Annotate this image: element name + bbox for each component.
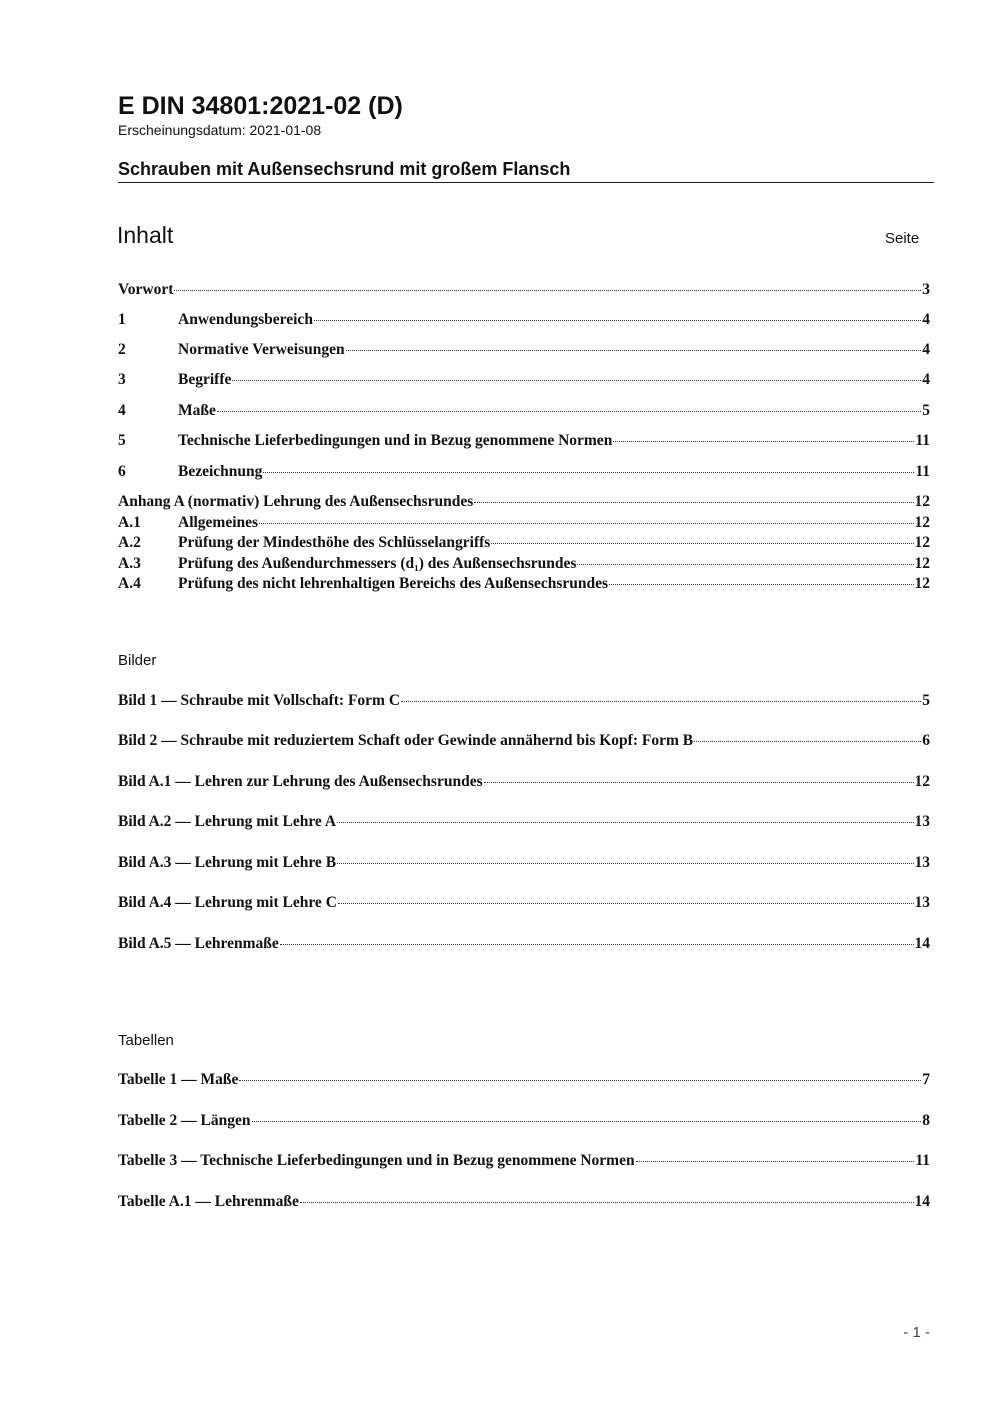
table-entry[interactable]	[118, 1193, 930, 1213]
dot-leader	[577, 564, 913, 565]
figure-entry-page: 13	[914, 813, 930, 830]
figure-entry-title: Bild A.4 — Lehrung mit Lehre C	[118, 894, 337, 911]
document-number: E DIN 34801:2021-02 (D)	[118, 92, 403, 120]
dot-leader	[636, 1161, 915, 1162]
page-number: - 1 -	[903, 1324, 930, 1341]
dot-leader	[252, 1121, 922, 1122]
title-divider	[118, 182, 934, 183]
toc-entry[interactable]	[118, 463, 930, 483]
table-entry[interactable]	[118, 1071, 930, 1091]
toc-entry[interactable]	[118, 281, 930, 301]
toc-entry-page: 12	[914, 555, 930, 572]
toc-entry-page: 11	[915, 463, 930, 480]
figure-entry-title: Bild 1 — Schraube mit Vollschaft: Form C	[118, 692, 401, 709]
figure-entry-title: Bild A.2 — Lehrung mit Lehre A	[118, 813, 337, 830]
toc-entry-title: Maße	[178, 402, 216, 419]
dot-leader	[280, 944, 914, 945]
toc-entry[interactable]	[118, 432, 930, 452]
figure-entry-title: Bild A.1 — Lehren zur Lehrung des Außensechsrundes	[118, 773, 483, 790]
toc-entry-number: 1	[118, 311, 126, 328]
publication-date: Erscheinungsdatum: 2021-01-08	[118, 122, 322, 138]
figure-entry[interactable]	[118, 894, 930, 914]
figure-entry-page: 13	[914, 894, 930, 911]
toc-heading: Inhalt	[117, 222, 174, 248]
figure-entry-title: Bild 2 — Schraube mit reduziertem Schaft oder Gewinde annähernd bis Kopf: Form B	[118, 732, 694, 749]
table-entry-title: Tabelle 3 — Technische Lieferbedingungen und in Bezug genommene Normen	[118, 1152, 635, 1169]
toc-entry[interactable]	[118, 371, 930, 391]
toc-entry-title: Begriffe	[178, 371, 232, 388]
toc-entry[interactable]	[118, 555, 930, 575]
toc-entry-number: A.1	[118, 514, 141, 531]
toc-entry-title: Prüfung des Außendurchmessers (d₁) des Außensechsrundes	[178, 555, 577, 572]
figure-entry-title: Bild A.5 — Lehrenmaße	[118, 935, 279, 952]
toc-entry-number: 5	[118, 432, 126, 449]
dot-leader	[609, 584, 913, 585]
toc-entry-number: 3	[118, 371, 126, 388]
toc-entry-title: Prüfung des nicht lehrenhaltigen Bereichs des Außensechsrundes	[178, 575, 609, 592]
dot-leader	[174, 290, 921, 291]
figure-entry-page: 12	[914, 773, 930, 790]
dot-leader	[694, 741, 921, 742]
dot-leader	[232, 380, 921, 381]
toc-entry[interactable]	[118, 493, 930, 513]
dot-leader	[337, 822, 913, 823]
dot-leader	[337, 863, 913, 864]
dot-leader	[259, 523, 913, 524]
dot-leader	[314, 320, 921, 321]
toc-entry-page: 4	[922, 311, 930, 328]
document-title: Schrauben mit Außensechsrund mit großem Flansch	[118, 159, 571, 179]
toc-entry[interactable]	[118, 341, 930, 361]
toc-entry-number: A.2	[118, 534, 141, 551]
figure-entry[interactable]	[118, 732, 930, 752]
toc-entry[interactable]	[118, 402, 930, 422]
figure-entry[interactable]	[118, 692, 930, 712]
dot-leader	[300, 1202, 914, 1203]
dot-leader	[401, 701, 921, 702]
toc-entry-page: 12	[914, 575, 930, 592]
toc-entry-title: Technische Lieferbedingungen und in Bezug genommene Normen	[178, 432, 613, 449]
table-entry-page: 8	[922, 1112, 930, 1129]
toc-entry-title: Allgemeines	[178, 514, 259, 531]
toc-entry[interactable]	[118, 575, 930, 595]
figures-heading: Bilder	[118, 652, 157, 669]
table-entry[interactable]	[118, 1112, 930, 1132]
dot-leader	[484, 782, 914, 783]
table-entry[interactable]	[118, 1152, 930, 1172]
figure-entry-page: 14	[914, 935, 930, 952]
table-entry-title: Tabelle 1 — Maße	[118, 1071, 239, 1088]
toc-entry-title: Vorwort	[118, 281, 174, 298]
figure-entry-page: 13	[914, 854, 930, 871]
toc-entry-page: 5	[922, 402, 930, 419]
table-entry-page: 14	[914, 1193, 930, 1210]
figure-entry[interactable]	[118, 854, 930, 874]
dot-leader	[613, 441, 914, 442]
toc-entry-page: 11	[915, 432, 930, 449]
figure-entry-title: Bild A.3 — Lehrung mit Lehre B	[118, 854, 337, 871]
toc-entry-page: 12	[914, 514, 930, 531]
toc-entry-number: 6	[118, 463, 126, 480]
figure-entry-page: 5	[922, 692, 930, 709]
toc-entry-number: A.4	[118, 575, 141, 592]
figure-entry[interactable]	[118, 773, 930, 793]
table-entry-title: Tabelle 2 — Längen	[118, 1112, 251, 1129]
toc-entry-title: Anhang A (normativ) Lehrung des Außensechsrundes	[118, 493, 474, 510]
figure-entry[interactable]	[118, 813, 930, 833]
table-entry-title: Tabelle A.1 — Lehrenmaße	[118, 1193, 299, 1210]
toc-entry-title: Normative Verweisungen	[178, 341, 345, 358]
table-entry-page: 11	[915, 1152, 930, 1169]
toc-entry[interactable]	[118, 311, 930, 331]
toc-entry-page: 4	[922, 341, 930, 358]
figure-entry-page: 6	[922, 732, 930, 749]
toc-entry-title: Anwendungsbereich	[178, 311, 313, 328]
tables-heading: Tabellen	[118, 1032, 174, 1049]
dot-leader	[263, 472, 914, 473]
toc-entry-title: Prüfung der Mindesthöhe des Schlüsselangriffs	[178, 534, 491, 551]
dot-leader	[239, 1080, 921, 1081]
toc-entry-number: 4	[118, 402, 126, 419]
toc-entry-page: 12	[914, 493, 930, 510]
toc-entry-page: 4	[922, 371, 930, 388]
toc-entry-title: Bezeichnung	[178, 463, 263, 480]
dot-leader	[338, 903, 914, 904]
dot-leader	[346, 350, 922, 351]
toc-entry[interactable]	[118, 534, 930, 554]
table-entry-page: 7	[922, 1071, 930, 1088]
dot-leader	[217, 411, 921, 412]
figure-entry[interactable]	[118, 935, 930, 955]
page-column-label: Seite	[885, 230, 920, 247]
toc-entry-page: 3	[922, 281, 930, 298]
toc-entry[interactable]	[118, 514, 930, 534]
toc-entry-page: 12	[914, 534, 930, 551]
toc-entry-number: A.3	[118, 555, 141, 572]
toc-entry-number: 2	[118, 341, 126, 358]
dot-leader	[491, 543, 913, 544]
dot-leader	[474, 502, 913, 503]
